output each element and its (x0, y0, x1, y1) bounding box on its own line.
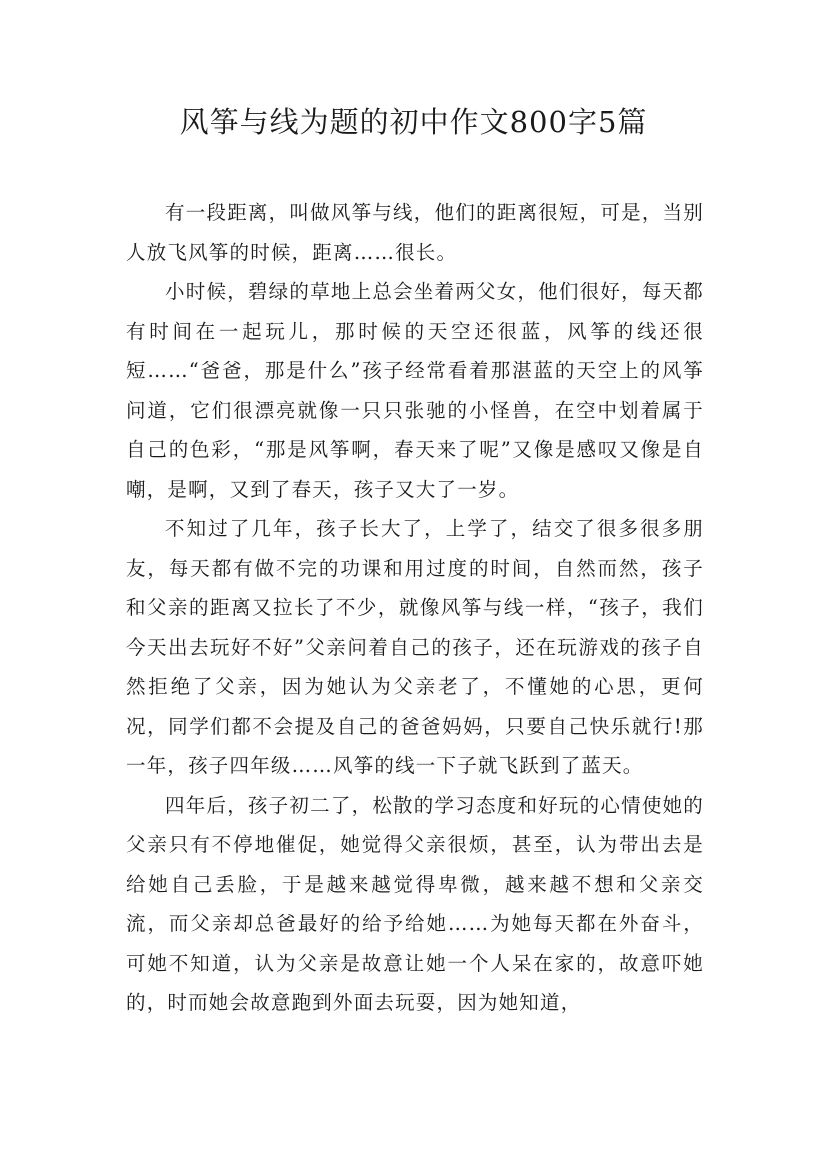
paragraph: 小时候，碧绿的草地上总会坐着两父女，他们很好，每天都有时间在一起玩儿，那时候的天空还很蓝，风筝的线还很短……“爸爸，那是什么”孩子经常看着那湛蓝的天空上的风筝问道，它们很漂亮就像一只只张驰的小怪兽，在空中划着属于自己的色彩，“那是风筝啊，春天来了呢”又像是感叹又像是自嘲，是啊，又到了春天，孩子又大了一岁。 (126, 280, 704, 501)
document-body (126, 193, 704, 1023)
paragraph: 有一段距离，叫做风筝与线，他们的距离很短，可是，当别人放飞风筝的时候，距离……很长。 (126, 201, 704, 264)
document-title: 风筝与线为题的初中作文800字5篇 (179, 105, 648, 139)
paragraph: 四年后，孩子初二了，松散的学习态度和好玩的心情使她的父亲只有不停地催促，她觉得父亲很烦，甚至，认为带出去是给她自己丢脸，于是越来越觉得卑微，越来越不想和父亲交流，而父亲却总爸最好的给予给她……为她每天都在外奋斗，可她不知道，认为父亲是故意让她一个人呆在家的，故意吓她的，时而她会故意跑到外面去玩耍，因为她知道， (126, 793, 704, 1014)
paragraph: 不知过了几年，孩子长大了，上学了，结交了很多很多朋友，每天都有做不完的功课和用过度的时间，自然而然，孩子和父亲的距离又拉长了不少，就像风筝与线一样，“孩子，我们今天出去玩好不好”父亲问着自己的孩子，还在玩游戏的孩子自然拒绝了父亲，因为她认为父亲老了，不懂她的心思，更何况，同学们都不会提及自己的爸爸妈妈，只要自己快乐就行!那一年，孩子四年级……风筝的线一下子就飞跃到了蓝天。 (126, 517, 704, 777)
